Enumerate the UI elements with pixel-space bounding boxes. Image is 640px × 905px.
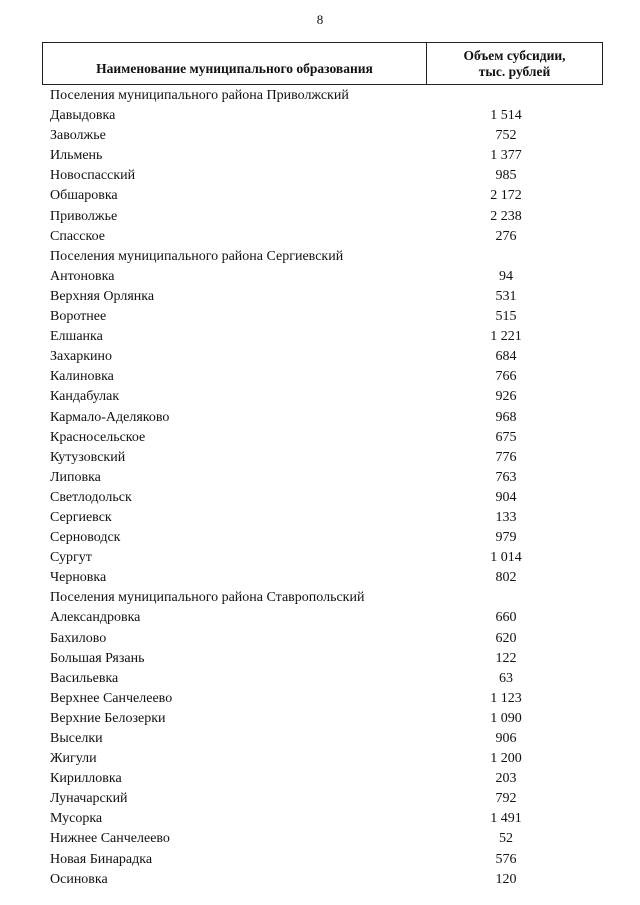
subsidy-amount: 979 bbox=[495, 530, 517, 546]
municipality-name: Сергиевск bbox=[50, 509, 112, 525]
municipality-name: Красносельское bbox=[50, 429, 146, 445]
municipality-name: Александровка bbox=[50, 610, 141, 626]
municipality-name: Жигули bbox=[50, 751, 97, 767]
subsidy-amount: 763 bbox=[495, 469, 517, 485]
subsidy-amount: 63 bbox=[499, 670, 513, 686]
table-row bbox=[0, 568, 640, 588]
municipality-name: Нижнее Санчелеево bbox=[50, 831, 170, 847]
subsidy-amount: 684 bbox=[495, 349, 517, 365]
table-row bbox=[0, 227, 640, 247]
municipality-name: Сургут bbox=[50, 550, 92, 566]
subsidy-amount: 120 bbox=[495, 871, 517, 887]
table-row bbox=[0, 829, 640, 849]
table-row bbox=[0, 267, 640, 287]
table-row bbox=[0, 287, 640, 307]
table-row bbox=[0, 408, 640, 428]
subsidy-amount: 2 238 bbox=[490, 208, 522, 224]
subsidy-amount: 766 bbox=[495, 369, 517, 385]
subsidy-amount: 52 bbox=[499, 831, 513, 847]
table-row bbox=[0, 387, 640, 407]
table-row bbox=[0, 508, 640, 528]
group-row bbox=[0, 247, 640, 267]
table-row bbox=[0, 548, 640, 568]
table-row bbox=[0, 608, 640, 628]
page-number: 8 bbox=[316, 12, 324, 27]
municipality-name: Новоспасский bbox=[50, 168, 136, 184]
municipality-name: Верхние Белозерки bbox=[50, 710, 166, 726]
municipality-name: Заволжье bbox=[50, 128, 106, 144]
subsidy-amount: 1 123 bbox=[490, 690, 522, 706]
table-row bbox=[0, 629, 640, 649]
municipality-name: Светлодольск bbox=[50, 489, 132, 505]
table-row bbox=[0, 749, 640, 769]
subsidy-amount: 133 bbox=[495, 509, 517, 525]
table-row bbox=[0, 367, 640, 387]
subsidy-amount: 576 bbox=[495, 851, 517, 867]
table-row bbox=[0, 809, 640, 829]
subsidy-amount: 752 bbox=[495, 128, 517, 144]
table-row bbox=[0, 649, 640, 669]
municipality-name: Кандабулак bbox=[50, 389, 120, 405]
subsidy-amount: 1 090 bbox=[490, 710, 522, 726]
municipality-name: Серноводск bbox=[50, 530, 121, 546]
table-row bbox=[0, 307, 640, 327]
subsidy-amount: 802 bbox=[495, 570, 517, 586]
subsidy-amount: 906 bbox=[495, 731, 517, 746]
municipality-name: Кирилловка bbox=[50, 771, 122, 787]
subsidy-amount: 276 bbox=[495, 228, 517, 244]
subsidy-amount: 776 bbox=[495, 449, 517, 465]
subsidy-amount: 792 bbox=[495, 791, 517, 807]
subsidy-amount: 2 172 bbox=[490, 188, 522, 204]
subsidy-amount: 985 bbox=[495, 168, 517, 184]
subsidy-amount: 515 bbox=[495, 309, 517, 325]
group-title: Поселения муниципального района Приволжский bbox=[50, 88, 349, 103]
subsidy-amount: 203 bbox=[495, 771, 517, 787]
table-row bbox=[0, 146, 640, 166]
table-row bbox=[0, 186, 640, 206]
table-row bbox=[0, 207, 640, 227]
municipality-name: Давыдовка bbox=[50, 108, 116, 124]
municipality-name: Верхнее Санчелеево bbox=[50, 690, 173, 706]
municipality-name: Воротнее bbox=[50, 309, 107, 325]
subsidy-amount: 675 bbox=[495, 429, 517, 445]
municipality-name: Луначарский bbox=[50, 791, 128, 807]
subsidy-amount: 122 bbox=[495, 650, 517, 666]
table-row bbox=[0, 327, 640, 347]
municipality-name: Выселки bbox=[50, 731, 103, 746]
table-row bbox=[0, 126, 640, 146]
table-row bbox=[0, 729, 640, 749]
subsidy-amount: 1 377 bbox=[490, 148, 522, 164]
table-row bbox=[0, 468, 640, 488]
municipality-name: Верхняя Орлянка bbox=[50, 288, 155, 304]
municipality-name: Васильевка bbox=[50, 670, 119, 686]
group-title: Поселения муниципального района Сергиевский bbox=[50, 248, 344, 264]
table-row bbox=[0, 850, 640, 870]
table-header bbox=[42, 42, 603, 85]
table-row bbox=[0, 488, 640, 508]
municipality-name: Черновка bbox=[50, 570, 107, 586]
municipality-name: Новая Бинарадка bbox=[50, 851, 153, 867]
municipality-name: Приволжье bbox=[50, 208, 118, 224]
table-row bbox=[0, 870, 640, 890]
column-header-amount-line2: тыс. рублей bbox=[478, 63, 551, 79]
column-header-amount-line1: Объем субсидии, bbox=[463, 47, 566, 63]
table-row bbox=[0, 709, 640, 729]
municipality-name: Осиновка bbox=[50, 871, 108, 887]
group-title: Поселения муниципального района Ставропольский bbox=[50, 590, 365, 606]
table-row bbox=[0, 769, 640, 789]
table-row bbox=[0, 166, 640, 186]
municipality-name: Большая Рязань bbox=[50, 650, 145, 666]
subsidy-amount: 660 bbox=[495, 610, 517, 626]
municipality-name: Мусорка bbox=[50, 811, 103, 827]
municipality-name: Кармало-Аделяково bbox=[50, 409, 170, 425]
subsidy-amount: 620 bbox=[495, 630, 517, 646]
table-row bbox=[0, 448, 640, 468]
municipality-name: Елшанка bbox=[50, 329, 103, 345]
column-header-name: Наименование муниципального образования bbox=[43, 43, 427, 84]
table-row bbox=[0, 669, 640, 689]
table-row bbox=[0, 428, 640, 448]
subsidy-amount: 904 bbox=[495, 489, 517, 505]
subsidy-amount: 1 491 bbox=[490, 811, 522, 827]
table-row bbox=[0, 689, 640, 709]
table-row bbox=[0, 528, 640, 548]
subsidy-amount: 1 014 bbox=[490, 550, 522, 566]
group-row bbox=[0, 588, 640, 608]
municipality-name: Липовка bbox=[50, 469, 101, 485]
municipality-name: Спасское bbox=[50, 228, 105, 244]
municipality-name: Захаркино bbox=[50, 349, 113, 365]
table-row bbox=[0, 106, 640, 126]
municipality-name: Антоновка bbox=[50, 268, 115, 284]
subsidy-amount: 1 514 bbox=[490, 108, 522, 124]
table-body bbox=[0, 86, 640, 890]
subsidy-amount: 968 bbox=[495, 409, 517, 425]
table-row bbox=[0, 347, 640, 367]
subsidy-amount: 926 bbox=[495, 389, 517, 405]
table-row bbox=[0, 789, 640, 809]
subsidy-amount: 1 200 bbox=[490, 751, 522, 767]
subsidy-amount: 1 221 bbox=[490, 329, 522, 345]
municipality-name: Бахилово bbox=[50, 630, 107, 646]
municipality-name: Кутузовский bbox=[50, 449, 126, 465]
subsidy-amount: 94 bbox=[499, 268, 513, 284]
municipality-name: Ильмень bbox=[50, 148, 103, 164]
group-row bbox=[0, 86, 640, 106]
municipality-name: Калиновка bbox=[50, 369, 114, 385]
subsidy-amount: 531 bbox=[495, 288, 517, 304]
column-header-amount bbox=[427, 43, 602, 84]
municipality-name: Обшаровка bbox=[50, 188, 118, 204]
